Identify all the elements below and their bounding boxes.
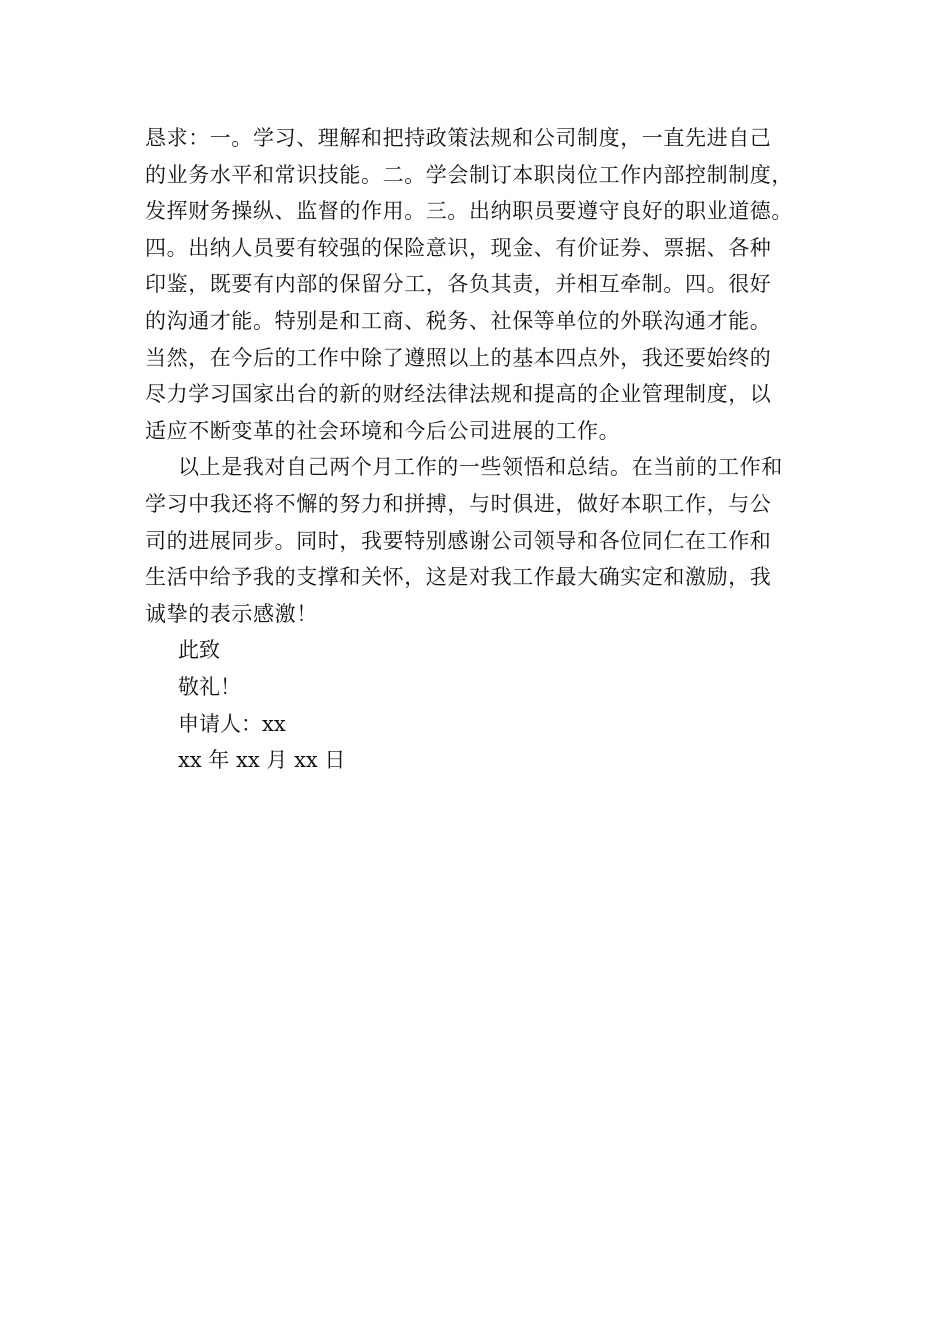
text-line: 生活中给予我的支撑和关怀，这是对我工作最大确实定和激励，我 [145,565,772,590]
text-line: 发挥财务操纵、监督的作用。三。出纳职员要遵守良好的职业道德。 [145,199,793,224]
text-line: 四。出纳人员要有较强的保险意识，现金、有价证券、票据、各种 [145,235,772,260]
text-line: 当然，在今后的工作中除了遵照以上的基本四点外，我还要始终的 [145,345,772,370]
closing-text: 此致 [178,638,220,663]
text-line: 适应不断变革的社会环境和今后公司进展的工作。 [145,418,621,443]
salutation-text: 敬礼！ [178,674,241,699]
text-line: 诚挚的表示感激！ [145,601,318,626]
text-line: 以上是我对自己两个月工作的一些领悟和总结。在当前的工作和 [178,455,783,480]
document-body [145,120,810,779]
text-line: 印鉴，既要有内部的保留分工，各负其责，并相互牵制。四。很好 [145,272,772,297]
text-line: 的业务水平和常识技能。二。学会制订本职岗位工作内部控制制度， [145,162,793,187]
date-text: xx 年 xx 月 xx 日 [178,748,346,773]
paragraph-requirements [145,120,810,449]
text-line: 学习中我还将不懈的努力和拼搏，与时俱进，做好本职工作，与公 [145,491,772,516]
applicant-text: 申请人：xx [178,711,286,736]
signature-block [145,632,810,778]
text-line: 恳求：一。学习、理解和把持政策法规和公司制度，一直先进自己 [145,126,772,150]
text-line: 的沟通才能。特别是和工商、税务、社保等单位的外联沟通才能。 [145,308,772,333]
text-line: 尽力学习国家出台的新的财经法律法规和提高的企业管理制度，以 [145,382,772,407]
text-line: 司的进展同步。同时，我要特别感谢公司领导和各位同仁在工作和 [145,528,772,553]
paragraph-summary [145,449,810,632]
